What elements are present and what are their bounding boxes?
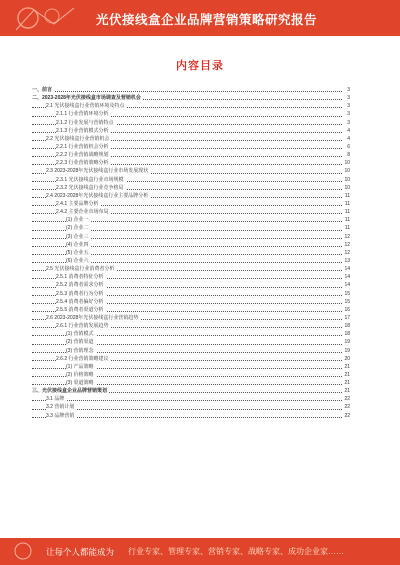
toc-entry-label: 2.1 光伏接线盒行业营销环境及特点 (46, 103, 125, 110)
toc-entry-label: 二、2023-2028年光伏接线盒市场调查及营销机会 (32, 95, 141, 102)
toc-entry[interactable] (32, 102, 350, 110)
toc-entry[interactable] (32, 338, 350, 346)
toc-entry-page: 12 (344, 249, 350, 256)
toc-entry-page: 3 (347, 111, 350, 118)
toc-entry-label: 一、前言 (32, 87, 53, 93)
toc-entry-page: 21 (344, 371, 350, 378)
toc-entry-label: 2.5.4 消费者偏好分析 (56, 298, 104, 305)
toc-entry[interactable] (32, 371, 350, 379)
toc-entry-page: 6 (347, 143, 350, 150)
toc-entry-page: 16 (344, 306, 350, 313)
toc-entry-page: 20 (344, 355, 350, 362)
toc-entry-label: (1) 企业一 (66, 217, 89, 224)
toc-entry-label: (5) 企业五 (66, 249, 89, 256)
toc-entry-label: (1) 营销模式 (66, 331, 94, 338)
toc-entry[interactable] (32, 379, 350, 387)
toc-entry-page: 8 (347, 152, 350, 159)
toc-entry[interactable] (32, 110, 350, 118)
toc-entry-page: 3 (347, 87, 350, 93)
toc-entry-label: (6) 企业六 (66, 257, 89, 264)
toc-entry[interactable] (32, 395, 350, 403)
toc-entry-label: (1) 产品策略 (66, 363, 94, 370)
toc-entry-page: 4 (347, 127, 350, 134)
toc-entry-label: 2.2.3 行业营销策略分析 (56, 160, 109, 167)
toc-entry-page: 11 (344, 217, 350, 224)
toc-entry-page: 10 (344, 176, 350, 183)
toc-entry-label: (2) 营销渠道 (66, 339, 94, 346)
toc-entry-label: 3.1 品牌 (46, 396, 65, 403)
toc-entry-label: 2.6.2 行业营销策略建议 (56, 355, 109, 362)
toc-entry-page: 21 (344, 363, 350, 370)
toc-entry[interactable] (32, 330, 350, 338)
toc-entry[interactable] (32, 298, 350, 306)
dot-leader (32, 91, 342, 92)
toc-entry[interactable] (32, 208, 350, 216)
toc-entry-label: 2.4.2 主要企业市场布局 (56, 209, 109, 216)
toc-entry[interactable] (32, 184, 350, 192)
toc-entry-page: 18 (344, 323, 350, 330)
toc-entry[interactable] (32, 347, 350, 355)
toc-entry-label: 3.3 品牌营销 (46, 412, 75, 419)
toc-heading: 内容目录 (176, 60, 224, 72)
toc-entry-page: 10 (344, 160, 350, 167)
toc-entry[interactable] (32, 322, 350, 330)
toc-entry-label: (3) 渠道策略 (66, 380, 94, 387)
toc-entry-page: 3 (347, 119, 350, 126)
toc-entry-label: 2.6.1 行业营销发展趋势 (56, 323, 109, 330)
toc-entry-page: 17 (344, 314, 350, 321)
toc-entry-label: (2) 企业二 (66, 225, 89, 232)
toc-entry-label: (3) 营销理念 (66, 347, 94, 354)
toc-entry-label: 2.1.3 行业营销模式分析 (56, 127, 109, 134)
toc-entry[interactable] (32, 387, 350, 395)
toc-entry-label: 2.2.2 行业营销战略规划 (56, 152, 109, 159)
report-title: 光伏接线盒企业品牌营销策略研究报告 (96, 13, 318, 27)
toc-entry[interactable] (32, 265, 350, 273)
toc-entry-label: 2.3 2023-2028年光伏接线盒行业市场发展现状 (46, 168, 149, 175)
toc-entry-label: 2.1.1 行业营销环境分析 (56, 111, 109, 118)
toc-entry[interactable] (32, 94, 350, 102)
toc-entry-page: 11 (344, 200, 350, 207)
toc-entry-label: (3) 企业三 (66, 233, 89, 240)
toc-entry-label: 2.5.3 消费者行为分析 (56, 290, 104, 297)
toc-entry-page: 11 (344, 209, 350, 216)
toc-entry[interactable] (32, 135, 350, 143)
toc-entry-page: 15 (344, 290, 350, 297)
toc-entry-page: 13 (344, 257, 350, 264)
toc-entry[interactable] (32, 273, 350, 281)
toc-entry-label: 2.5.1 消费者特征分析 (56, 274, 104, 281)
toc-entry[interactable] (32, 233, 350, 241)
toc-entry[interactable] (32, 86, 350, 94)
dot-leader (32, 417, 342, 418)
toc-entry[interactable] (32, 314, 350, 322)
toc-entry-page: 10 (344, 168, 350, 175)
toc-entry[interactable] (32, 119, 350, 127)
toc-entry-label: 2.4.1 主要品牌分析 (56, 200, 99, 207)
dot-leader (32, 409, 342, 410)
toc-entry[interactable] (32, 257, 350, 265)
toc-entry-page: 22 (344, 396, 350, 403)
toc-entry-page: 19 (344, 347, 350, 354)
footer-banner (0, 538, 400, 565)
toc-entry-page: 22 (344, 412, 350, 419)
toc-entry[interactable] (32, 403, 350, 411)
footer-tagline: 行业专家、管理专家、营销专家、战略专家、成功企业家…… (128, 547, 344, 556)
toc-entry[interactable] (32, 176, 350, 184)
toc-entry[interactable] (32, 224, 350, 232)
toc-entry-label: 2.4 2023-2028年光伏接线盒行业主要品牌分析 (46, 192, 149, 199)
toc-entry[interactable] (32, 159, 350, 167)
toc-entry-page: 14 (344, 266, 350, 273)
toc-entry-page: 18 (344, 331, 350, 338)
toc-entry[interactable] (32, 151, 350, 159)
toc-entry-label: 2.6 2023-2028年光伏接线盒行业营销趋势 (46, 314, 139, 321)
decorative-icon (14, 2, 84, 34)
toc-entry[interactable] (32, 143, 350, 151)
toc-entry[interactable] (32, 241, 350, 249)
toc-entry[interactable] (32, 167, 350, 175)
toc-entry-page: 14 (344, 282, 350, 289)
toc-entry-page: 15 (344, 298, 350, 305)
toc-entry-label: (4) 企业四 (66, 241, 89, 248)
toc-entry[interactable] (32, 216, 350, 224)
toc-entry-label: 3.2 营销计划 (46, 404, 75, 411)
toc-entry-label: 三、光伏接线盒企业品牌营销策划 (32, 388, 108, 395)
toc-entry[interactable] (32, 200, 350, 208)
toc-entry-page: 4 (347, 135, 350, 142)
toc-entry[interactable] (32, 290, 350, 298)
toc-entry-page: 3 (347, 95, 350, 102)
toc-entry[interactable] (32, 355, 350, 363)
toc-entry-page: 21 (344, 388, 350, 395)
toc-entry-page: 12 (344, 241, 350, 248)
toc-entry-page: 19 (344, 339, 350, 346)
toc-entry[interactable] (32, 127, 350, 135)
footer-slogan: 让每个人都能成为 (46, 547, 115, 557)
toc-entry[interactable] (32, 192, 350, 200)
toc-entry-page: 3 (347, 103, 350, 110)
toc-entry-page: 22 (344, 404, 350, 411)
toc-entry-label: 2.2.1 行业营销机会分析 (56, 143, 109, 150)
toc-entry-page: 11 (344, 225, 350, 232)
toc-entry[interactable] (32, 249, 350, 257)
toc-entry[interactable] (32, 306, 350, 314)
toc-entry-page: 11 (344, 192, 350, 199)
toc-entry[interactable] (32, 281, 350, 289)
dot-leader (32, 400, 342, 401)
toc-entry-label: 2.1.2 行业发展与营销特点 (56, 119, 114, 126)
toc-entry-page: 10 (344, 184, 350, 191)
toc-entry[interactable] (32, 412, 350, 420)
toc-entry-label: 2.3.2 光伏接线盒行业竞争格局 (56, 184, 124, 191)
toc-entry-page: 12 (344, 233, 350, 240)
toc-entry-label: 2.5.5 消费者渠道分析 (56, 306, 104, 313)
toc-entry-page: 14 (344, 274, 350, 281)
toc-entry-label: 2.2 光伏接线盒行业营销机会 (46, 135, 110, 142)
toc-entry-label: 2.5 光伏接线盒行业消费者分析 (46, 266, 115, 273)
toc-entry[interactable] (32, 363, 350, 371)
toc-entry-label: (2) 价格策略 (66, 371, 94, 378)
table-of-contents (32, 86, 350, 420)
header-banner (0, 0, 400, 36)
toc-entry-page: 21 (344, 380, 350, 387)
toc-entry-label: 2.3.1 光伏接线盒行业市场规模 (56, 176, 124, 183)
toc-entry-label: 2.5.2 消费者需求分析 (56, 282, 104, 289)
corner-decoration-icon (12, 540, 34, 562)
